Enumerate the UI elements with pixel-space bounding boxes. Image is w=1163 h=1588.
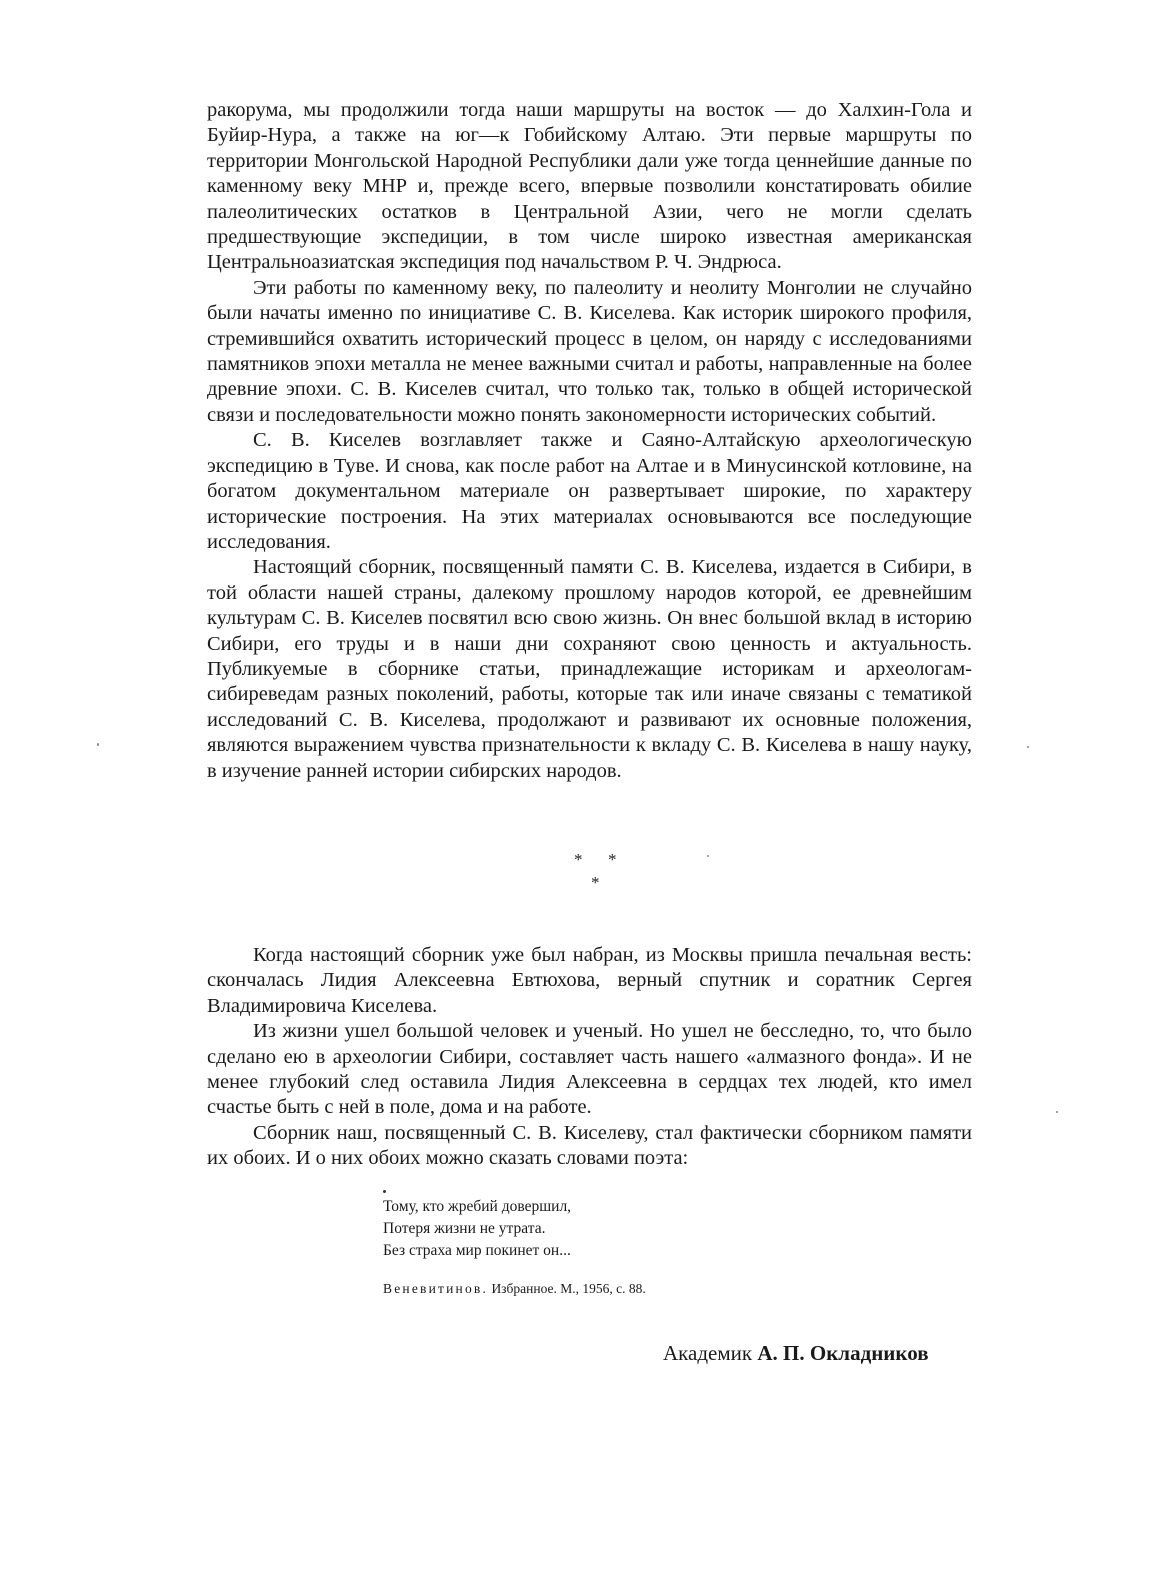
asterism-divider bbox=[560, 850, 620, 900]
asterisk: * bbox=[608, 850, 617, 869]
top-text-section bbox=[207, 98, 972, 784]
poem-citation bbox=[383, 1281, 646, 1297]
poem-line: Тому, кто жребий довершил, bbox=[383, 1198, 572, 1215]
paragraph-poet-words: Сборник наш, посвященный С. В. Киселеву, стал фактически сборником памяти их обоих. И о них обоих можно сказать словами поэта: bbox=[207, 1121, 972, 1170]
signature-name: А. П. Окладников bbox=[757, 1341, 929, 1365]
scan-speck bbox=[1056, 1111, 1058, 1113]
paragraph-continuation: ракорума, мы продолжили тогда наши маршруты на восток — до Халхин-Гола и Буйир-Нура, а также на юг—к Гобийскому Алтаю. Эти первые маршруты по территории Монгольской Народной Республики дали уже тогда ценнейшие данные по каменному веку МНР и, прежде всего, впервые позволили констатировать обилие палеолитических остатков в Центральной Азии, чего не могли сделать предшествующие экспедиции, в том числе широко известная американская Центральноазиатская экспедиция под начальством Р. Ч. Эндрюса. bbox=[207, 99, 972, 274]
bottom-text-section bbox=[207, 943, 972, 1172]
paragraph-great-person: Из жизни ушел большой человек и ученый. Но ушел не бесследно, то, что было сделано ею в археологии Сибири, составляет часть нашего «алмазного фонда». И не менее глубокий след оставила Лидия Алексеевна в сердцах тех людей, кто имел счастье быть с ней в поле, дома и на работе. bbox=[207, 1020, 972, 1119]
paragraph-sad-news: Когда настоящий сборник уже был набран, из Москвы пришла печальная весть: скончалась Лидия Алексеевна Евтюхова, верный спутник и соратник Сергея Владимировича Киселева. bbox=[207, 944, 972, 1017]
scan-speck bbox=[1027, 746, 1029, 748]
signature-title: Академик bbox=[663, 1341, 753, 1365]
paragraph-stone-age-work: Эти работы по каменному веку, по палеолиту и неолиту Монголии не случайно были начаты именно по инициативе С. В. Киселева. Как историк широкого профиля, стремившийся охватить исторический процесс в целом, он наряду с исследованиями памятников эпохи металла не менее важными считал и работы, направленные на более древние эпохи. С. В. Киселев считал, что только так, только в общей исторической связи и последовательности можно понять закономерности исторических событий. bbox=[207, 276, 972, 426]
scan-speck bbox=[707, 855, 709, 857]
scan-speck bbox=[383, 1190, 386, 1193]
poem-quote bbox=[383, 1196, 571, 1262]
signature bbox=[663, 1341, 929, 1366]
citation-source: Избранное. М., 1956, с. 88. bbox=[488, 1281, 646, 1296]
asterisk: * bbox=[574, 850, 583, 869]
poem-line: Потеря жизни не утрата. bbox=[383, 1220, 546, 1237]
citation-author: Веневитинов. bbox=[383, 1281, 489, 1296]
paragraph-collection-dedication: Настоящий сборник, посвященный памяти С. В. Киселева, издается в Сибири, в той области нашей страны, далекому прошлому народов которой, ее древнейшим культурам С. В. Киселев посвятил всю свою жизнь. Он внес большой вклад в историю Сибири, его труды и в наши дни сохраняют свою ценность и актуальность. Публикуемые в сборнике статьи, принадлежащие историкам и археологам-сибиреведам разных поколений, работы, которые так или иначе связаны с тематикой исследований С. В. Киселева, продолжают и развивают их основные положения, являются выражением чувства признательности к вкладу С. В. Киселева в нашу науку, в изучение ранней истории сибирских народов. bbox=[207, 556, 972, 782]
asterisk: * bbox=[591, 873, 600, 892]
paragraph-tuva-expedition: С. В. Киселев возглавляет также и Саяно-Алтайскую археологическую экспедицию в Туве. И снова, как после работ на Алтае и в Минусинской котловине, на богатом документальном материале он развертывает широкие, по характеру исторические построения. На этих материалах основываются все последующие исследования. bbox=[207, 429, 972, 553]
scan-speck bbox=[97, 743, 99, 746]
poem-line: Без страха мир покинет он... bbox=[383, 1242, 571, 1259]
